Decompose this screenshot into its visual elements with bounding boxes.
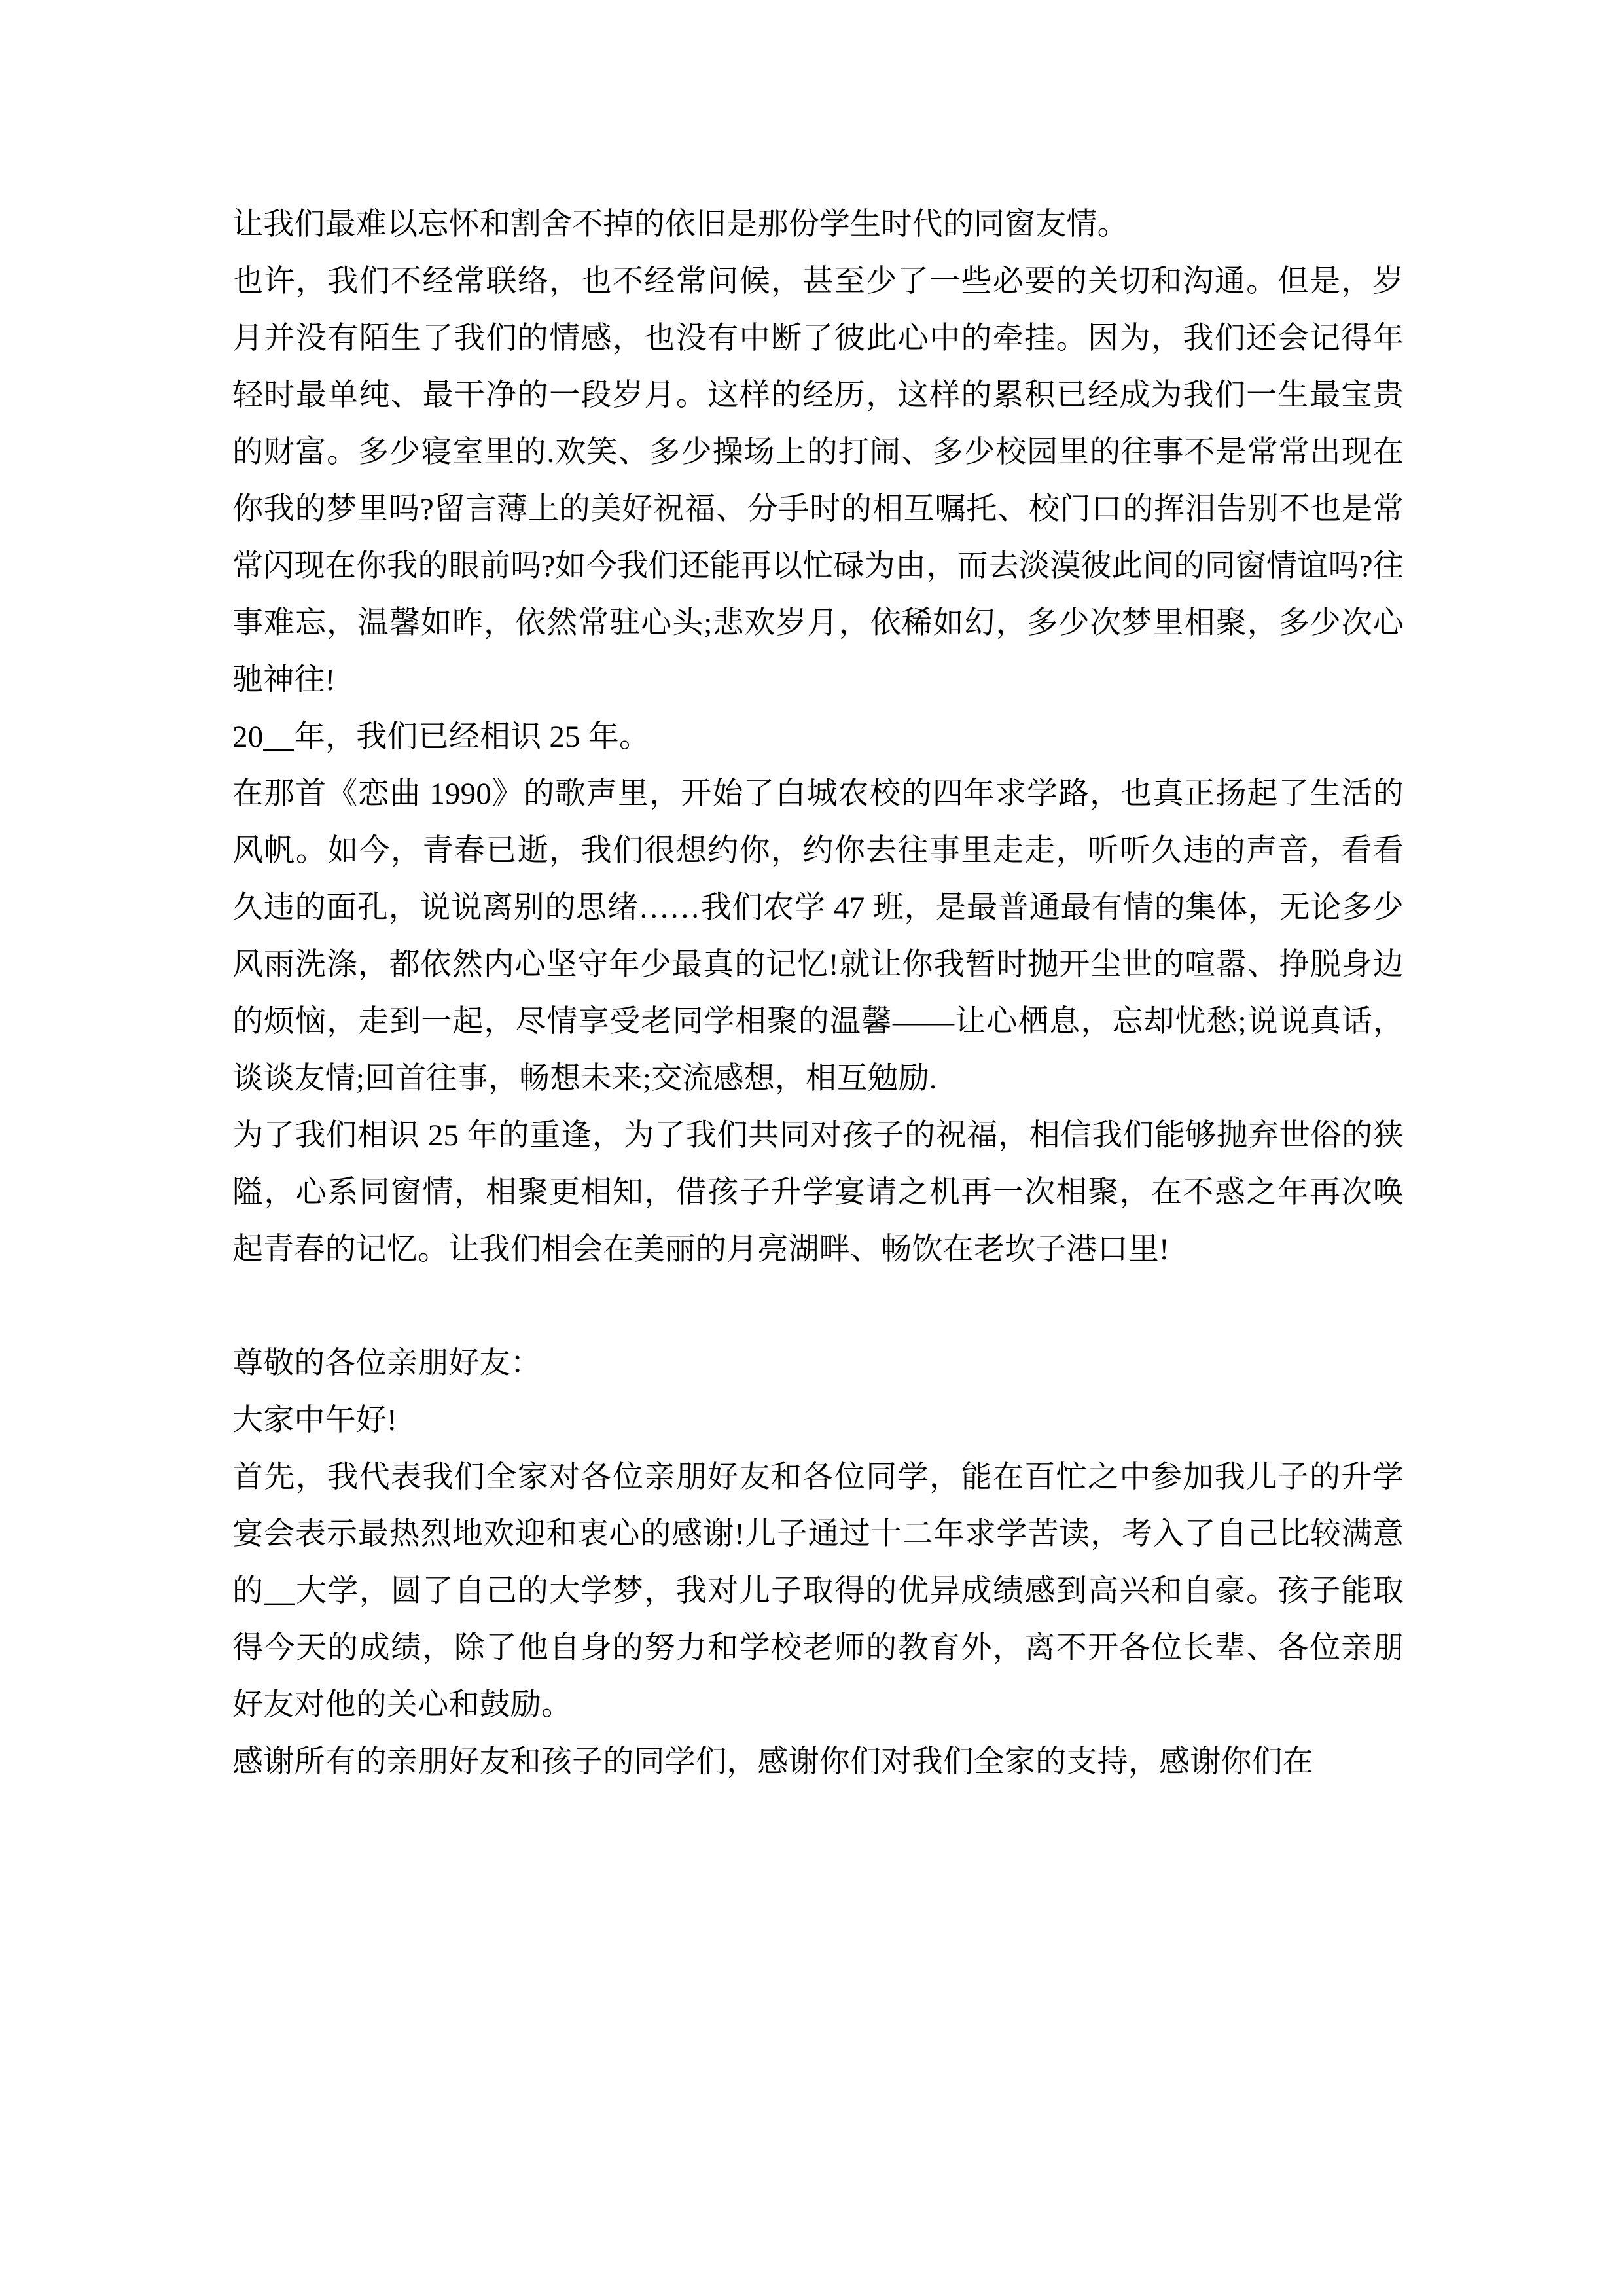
paragraph: 在那首《恋曲 1990》的歌声里，开始了白城农校的四年求学路，也真正扬起了生活的风帆。如今，青春已逝，我们很想约你，约你去往事里走走，听听久违的声音，看看久违的面孔，说说离别的思绪……我们农学 47 班，是最普通最有情的集体，无论多少风雨洗涤，都依然内心坚守年少最真的记忆!就让你我暂时抛开尘世的喧嚣、挣脱身边的烦恼，走到一起，尽情享受老同学相聚的温馨——让心栖息，忘却忧愁;说说真话，谈谈友情;回首往事，畅想未来;交流感想，相互勉励. [232, 777, 1404, 1096]
paragraph: 为了我们相识 25 年的重逢，为了我们共同对孩子的祝福，相信我们能够抛弃世俗的狭隘，心系同窗情，相聚更相知，借孩子升学宴请之机再一次相聚，在不惑之年再次唤起青春的记忆。让我们相会在美丽的月亮湖畔、畅饮在老坎子港口里! [232, 1119, 1404, 1266]
paragraph: 首先，我代表我们全家对各位亲朋好友和各位同学，能在百忙之中参加我儿子的升学宴会表示最热烈地欢迎和衷心的感谢!儿子通过十二年求学苦读，考入了自己比较满意的__大学，圆了自己的大学梦，我对儿子取得的优异成绩感到高兴和自豪。孩子能取得今天的成绩，除了他自身的努力和学校老师的教育外，离不开各位长辈、各位亲朋好友对他的关心和鼓励。 [232, 1460, 1404, 1722]
paragraph: 也许，我们不经常联络，也不经常问候，甚至少了一些必要的关切和沟通。但是，岁月并没有陌生了我们的情感，也没有中断了彼此心中的牵挂。因为，我们还会记得年轻时最单纯、最干净的一段岁月。这样的经历，这样的累积已经成为我们一生最宝贵的财富。多少寝室里的.欢笑、多少操场上的打闹、多少校园里的往事不是常常出现在你我的梦里吗?留言薄上的美好祝福、分手时的相互嘱托、校门口的挥泪告别不也是常常闪现在你我的眼前吗?如今我们还能再以忙碌为由，而去淡漠彼此间的同窗情谊吗?往事难忘，温馨如昨，依然常驻心头;悲欢岁月，依稀如幻，多少次梦里相聚，多少次心驰神往! [232, 264, 1404, 697]
paragraph: 让我们最难以忘怀和割舍不掉的依旧是那份学生时代的同窗友情。 [232, 207, 1128, 242]
paragraph: 20__年，我们已经相识 25 年。 [232, 720, 651, 754]
greeting: 大家中午好! [232, 1403, 397, 1437]
document-body [232, 196, 1404, 1791]
paragraph-spacer [232, 1278, 1404, 1335]
salutation: 尊敬的各位亲朋好友： [232, 1346, 541, 1380]
paragraph: 感谢所有的亲朋好友和孩子的同学们，感谢你们对我们全家的支持，感谢你们在 [232, 1745, 1313, 1779]
